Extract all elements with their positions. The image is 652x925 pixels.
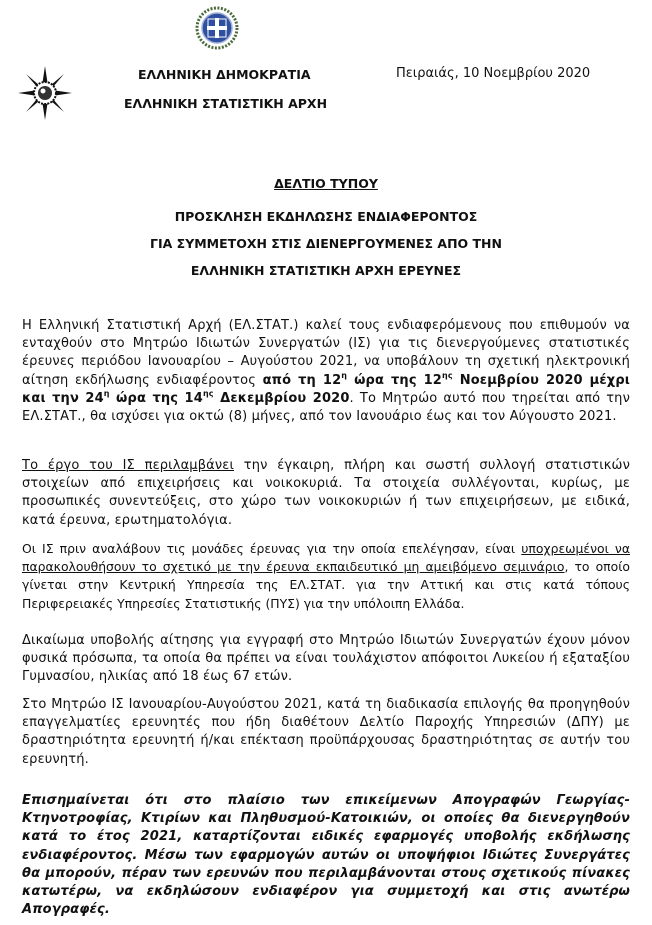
- document-type-title: ΔΕΛΤΙΟ ΤΥΠΟΥ: [274, 176, 378, 191]
- paragraph-priority: Στο Μητρώο ΙΣ Ιανουαρίου-Αυγούστου 2021, κατά τη διαδικασία επιλογής θα προηγηθούν επαγγελματίες ερευνητές που ήδη διαθέτουν Δελτίο Παροχής Υπηρεσιών (ΔΠΥ) με δραστηριότητα ερευνητή ή/και επέκταση προϋπάρχουσας δραστηριότητας σε αυτήν του ερευνητή.: [22, 697, 630, 767]
- p2-rest: την έγκαιρη, πλήρη και σωστή συλλογή στατιστικών στοιχείων από επιχειρήσεις και νοικοκυριά. Τα στοιχεία συλλέγονται, κυρίως, με προσωπικές συνεντεύξεις, στο χώρο των νοικοκυριών ή των επιχειρήσεων, με ειδικά, κατά έρευνα, ερωτηματολόγια.: [22, 458, 630, 528]
- paragraph-eligibility: Δικαίωμα υποβολής αίτησης για εγγραφή στο Μητρώο Ιδιωτών Συνεργατών έχουν μόνον φυσικά πρόσωπα, τα οποία θα πρέπει να είναι τουλάχιστον απόφοιτοι Λυκείου ή εξαταξίου Γυμνασίου, ηλικίας από 18 έως 67 ετών.: [22, 633, 630, 685]
- header-republic: ΕΛΛΗΝΙΚΗ ΔΗΜΟΚΡΑΤΙΑ: [138, 67, 311, 82]
- p1-deadline: από τη $12^\eta$ ώρα της $12^{\eta\varsigma}$ Νοεμβρίου 2020 μέχρι και την $24^\eta$ ώρα της $14^{\eta\varsigma}$ Δεκεμβρίου 2020: [22, 370, 630, 406]
- subtitle-line-3: ΕΛΛΗΝΙΚΗ ΣΤΑΤΙΣΤΙΚΗ ΑΡΧΗ ΕΡΕΥΝΕΣ: [190, 263, 462, 278]
- p2-underlined: Το έργο του ΙΣ περιλαμβάνει: [22, 458, 235, 473]
- p3-intro: Οι ΙΣ πριν αναλάβουν τις μονάδες έρευνας για την οποία επελέγησαν, είναι: [22, 541, 522, 556]
- p1-intro: Η Ελληνική Στατιστική Αρχή (ΕΛ.ΣΤΑΤ.) καλεί τους ενδιαφερόμενους που επιθυμούν να ενταχθούν στο Μητρώο Ιδιωτών Συνεργατών (ΙΣ) για τις διενεργούμενες στατιστικές έρευνες περιόδου Ιανουαρίου – Αυγούστου 2021, να υποβάλουν τη σχετική ηλεκτρονική αίτηση εκδήλωσης ενδιαφέροντος: [22, 318, 630, 388]
- paragraph-invitation: [22, 317, 630, 426]
- paragraph-census-note: Επισημαίνεται ότι στο πλαίσιο των επικείμενων Απογραφών Γεωργίας-Κτηνοτροφίας, Κτιρίων και Πληθυσμού-Κατοικιών, οι οποίες θα διενεργηθούν κατά το έτος 2021, καταρτίζονται ειδικές εφαρμογές υποβολής εκδήλωσης ενδιαφέροντος. Μέσω των εφαρμογών αυτών οι υποψήφιοι Ιδιώτες Συνεργάτες θα μπορούν, πέραν των ερευνών που περιλαμβάνονται στους σχετικούς πίνακες κατωτέρω, να εκδηλώσουν ενδιαφέρον για συμμετοχή και στις ανωτέρω Απογραφές.: [22, 793, 630, 918]
- paragraph-seminar: [22, 540, 630, 613]
- p1-outro: . Το Μητρώο αυτό που τηρείται από την ΕΛ.ΣΤΑΤ., θα ισχύσει για οκτώ (8) μήνες, από τον Ιανουάριο έως και τον Αύγουστο 2021.: [22, 390, 630, 425]
- header-authority: ΕΛΛΗΝΙΚΗ ΣΤΑΤΙΣΤΙΚΗ ΑΡΧΗ: [124, 96, 328, 111]
- greek-coat-of-arms-icon: [195, 6, 239, 50]
- paragraph-job-description: [22, 457, 630, 530]
- subtitle-line-2: ΓΙΑ ΣΥΜΜΕΤΟΧΗ ΣΤΙΣ ΔΙΕΝΕΡΓΟΥΜΕΝΕΣ ΑΠΟ ΤΗΝ: [150, 236, 502, 251]
- elstat-compass-star-logo-icon: [18, 66, 72, 120]
- p3-rest: , το οποίο γίνεται στην Κεντρική Υπηρεσία της ΕΛ.ΣΤΑΤ. για την Αττική και στις κατά τόπους Περιφερειακές Υπηρεσίες Στατιστικής (ΠΥΣ) για την υπόλοιπη Ελλάδα.: [22, 559, 630, 611]
- p3-underlined: υποχρεωμένοι να παρακολουθήσουν το σχετικό με την έρευνα εκπαιδευτικό μη αμειβόμενο σεμινάριο: [22, 541, 631, 575]
- subtitle-line-1: ΠΡΟΣΚΛΗΣΗ ΕΚΔΗΛΩΣΗΣ ΕΝΔΙΑΦΕΡΟΝΤΟΣ: [174, 209, 478, 224]
- document-date: Πειραιάς, 10 Νοεμβρίου 2020: [396, 66, 591, 81]
